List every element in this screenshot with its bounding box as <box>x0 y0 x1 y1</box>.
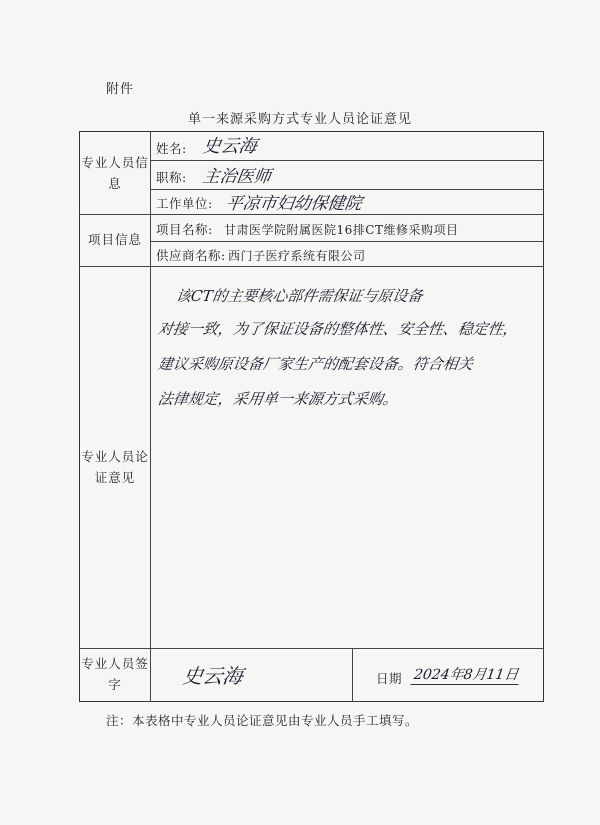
expert-info-label: 专业人员信息 <box>81 155 149 191</box>
section-line <box>79 266 544 267</box>
date-label: 日期 <box>376 671 403 686</box>
footnote: 注：本表格中专业人员论证意见由专业人员手工填写。 <box>106 713 419 728</box>
employer-value: 平凉市妇幼保健院 <box>224 194 364 214</box>
signature-label: 专业人员签字 <box>81 656 149 692</box>
opinion-line-1: 该CT的主要核心部件需保证与原设备 <box>174 287 424 305</box>
project-name-value: 甘肃医学院附属医院16排CT维修采购项目 <box>224 223 459 237</box>
opinion-form-table <box>79 131 544 702</box>
opinion-label: 专业人员论证意见 <box>81 449 149 485</box>
title-label: 职称: <box>156 170 187 185</box>
supplier-label: 供应商名称: <box>156 248 226 263</box>
column-divider <box>150 131 151 702</box>
document-title: 单一来源采购方式专业人员论证意见 <box>187 112 412 127</box>
project-info-label: 项目信息 <box>87 232 142 247</box>
row-line <box>150 160 544 161</box>
signature-divider <box>352 648 353 702</box>
opinion-line-3: 建议采购原设备厂家生产的配套设备。符合相关 <box>156 355 475 373</box>
title-value: 主治医师 <box>201 167 273 187</box>
section-line <box>79 214 544 215</box>
opinion-line-4: 法律规定，采用单一来源方式采购。 <box>156 390 400 408</box>
name-value: 史云海 <box>201 136 259 157</box>
name-label: 姓名: <box>156 141 187 156</box>
opinion-line-2: 对接一致，为了保证设备的整体性、安全性、稳定性， <box>156 320 520 338</box>
section-line <box>79 648 544 649</box>
signature-value: 史云海 <box>181 664 245 688</box>
date-value: 2024年8月11日 <box>411 664 522 685</box>
attachment-label: 附件 <box>106 82 135 97</box>
project-name-label: 项目名称: <box>156 222 213 237</box>
supplier-value: 西门子医疗系统有限公司 <box>228 249 366 263</box>
row-line <box>150 241 544 242</box>
employer-label: 工作单位: <box>156 196 213 211</box>
